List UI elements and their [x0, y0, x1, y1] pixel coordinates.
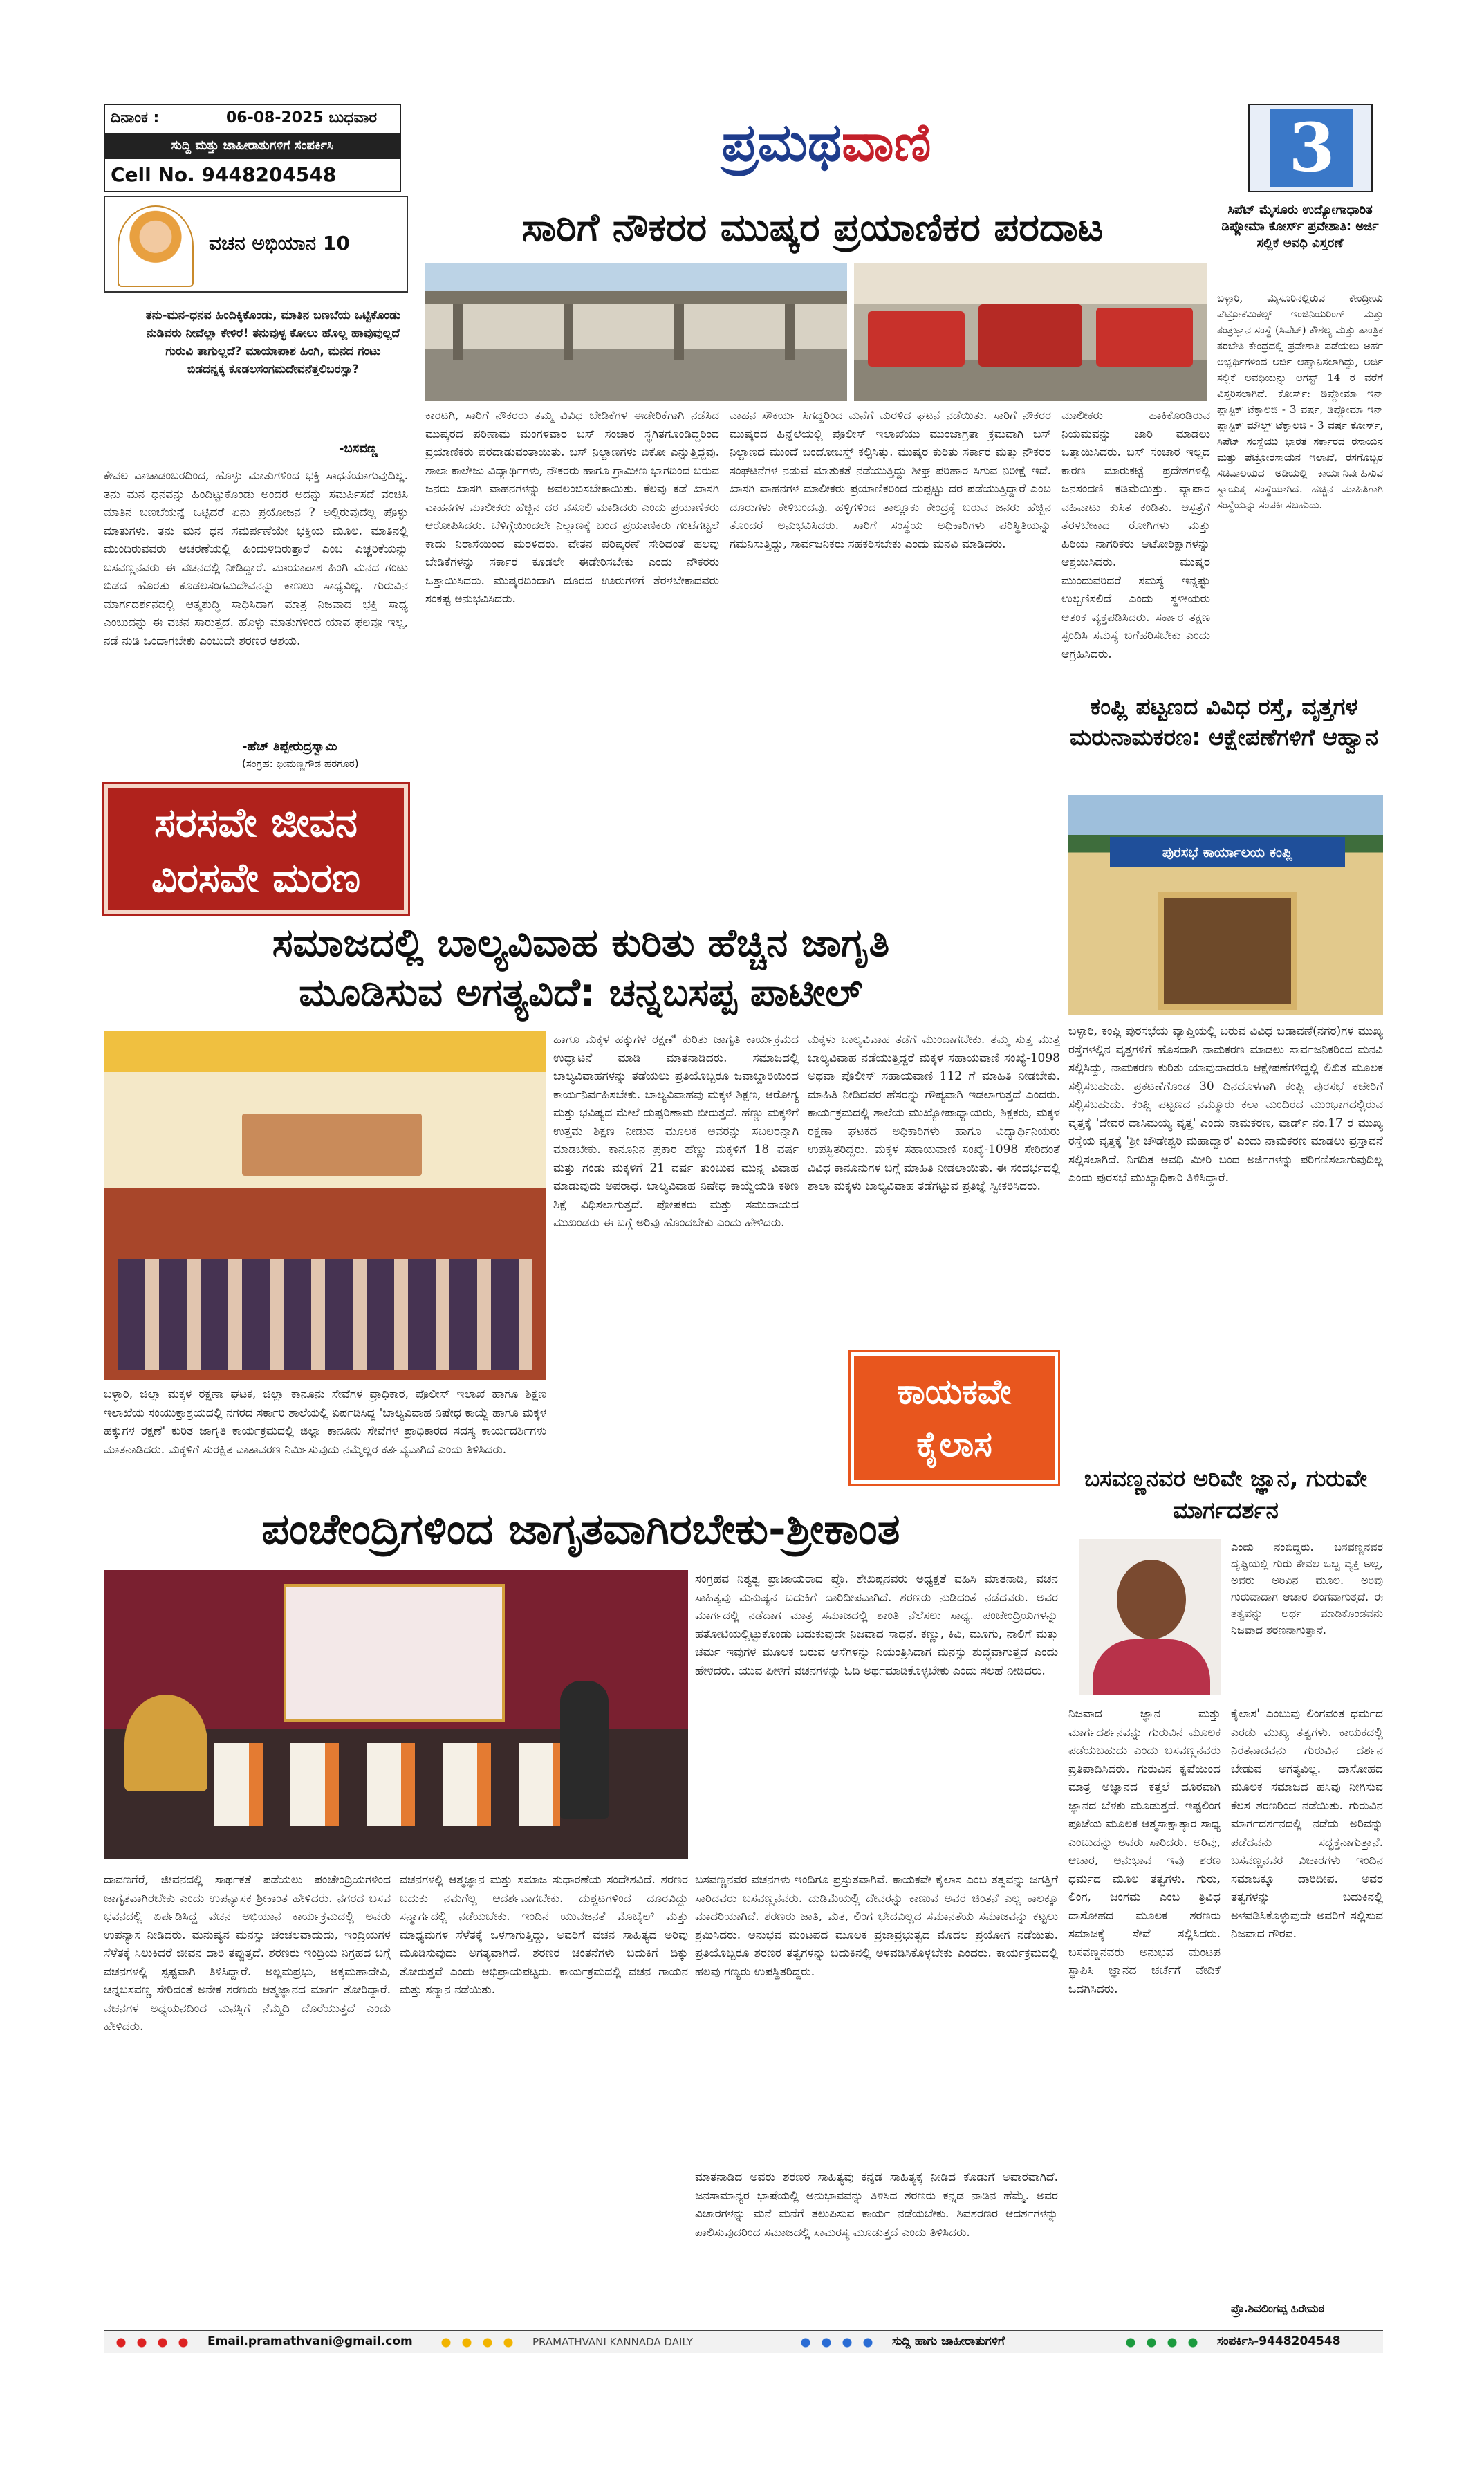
- strike-photo-1: [425, 263, 847, 401]
- childmarriage-col-1: ಹಾಗೂ ಮಕ್ಕಳ ಹಕ್ಕುಗಳ ರಕ್ಷಣೆ' ಕುರಿತು ಜಾಗೃತಿ ಕಾರ್ಯಕ್ರಮದ ಉದ್ಘಾಟನೆ ಮಾಡಿ ಮಾತನಾಡಿದರು. ಸಮಾಜದಲ್ಲಿ ಬಾಲ್ಯವಿವಾಹಗಳನ್ನು ತಡೆಯಲು ಪ್ರತಿಯೊಬ್ಬರೂ ಜವಾಬ್ದಾರಿಯಿಂದ ಕಾರ್ಯನಿರ್ವಹಿಸಬೇಕು. ಬಾಲ್ಯವಿವಾಹವು ಮಕ್ಕಳ ಶಿಕ್ಷಣ, ಆರೋಗ್ಯ ಮತ್ತು ಭವಿಷ್ಯದ ಮೇಲೆ ದುಷ್ಪರಿಣಾಮ ಬೀರುತ್ತದೆ. ಹೆಣ್ಣು ಮಕ್ಕಳಿಗೆ ಉತ್ತಮ ಶಿಕ್ಷಣ ನೀಡುವ ಮೂಲಕ ಅವರನ್ನು ಸಬಲರನ್ನಾಗಿ ಮಾಡಬೇಕು. ಕಾನೂನಿನ ಪ್ರಕಾರ ಹೆಣ್ಣು ಮಕ್ಕಳಿಗೆ 18 ವರ್ಷ ಮತ್ತು ಗಂಡು ಮಕ್ಕಳಿಗೆ 21 ವರ್ಷ ತುಂಬುವ ಮುನ್ನ ವಿವಾಹ ಮಾಡುವುದು ಅಪರಾಧ. ಬಾಲ್ಯವಿವಾಹ ನಿಷೇಧ ಕಾಯ್ದೆಯಡಿ ಕಠಿಣ ಶಿಕ್ಷೆ ವಿಧಿಸಲಾಗುತ್ತದೆ. ಪೋಷಕರು ಮತ್ತು ಸಮುದಾಯದ ಮುಖಂಡರು ಈ ಬಗ್ಗೆ ಅರಿವು ಹೊಂದಬೇಕು ಎಂದು ಹೇಳಿದರು.: [553, 1033, 799, 1230]
- senses-bottom-2: ವಚನಗಳಲ್ಲಿ ಆತ್ಮಜ್ಞಾನ ಮತ್ತು ಸಮಾಜ ಸುಧಾರಣೆಯ ಸಂದೇಶವಿದೆ. ಶರಣರ ಬದುಕು ನಮಗೆಲ್ಲ ಆದರ್ಶವಾಗಬೇಕು. ದುಶ್ಚಟಗಳಿಂದ ದೂರವಿದ್ದು ಸನ್ಮಾರ್ಗದಲ್ಲಿ ನಡೆಯಬೇಕು. ಇಂದಿನ ಯುವಜನತೆ ಮೊಬೈಲ್ ಮತ್ತು ಮಾಧ್ಯಮಗಳ ಸೆಳೆತಕ್ಕೆ ಒಳಗಾಗುತ್ತಿದ್ದು, ಅವರಿಗೆ ವಚನ ಸಾಹಿತ್ಯದ ಅರಿವು ಮೂಡಿಸುವುದು ಅಗತ್ಯವಾಗಿದೆ. ಶರಣರ ಚಿಂತನೆಗಳು ಬದುಕಿಗೆ ದಿಕ್ಕು ತೋರುತ್ತವೆ ಎಂದು ಅಭಿಪ್ರಾಯಪಟ್ಟರು. ಕಾರ್ಯಕ್ರಮದಲ್ಲಿ ವಚನ ಗಾಯನ ಮತ್ತು ಸನ್ಮಾನ ನಡೆಯಿತು.: [400, 1873, 688, 1997]
- childmarriage-bottom: ಬಳ್ಳಾರಿ, ಜಿಲ್ಲಾ ಮಕ್ಕಳ ರಕ್ಷಣಾ ಘಟಕ, ಜಿಲ್ಲಾ ಕಾನೂನು ಸೇವೆಗಳ ಪ್ರಾಧಿಕಾರ, ಪೊಲೀಸ್ ಇಲಾಖೆ ಹಾಗೂ ಶಿಕ್ಷಣ ಇಲಾಖೆಯ ಸಂಯುಕ್ತಾಶ್ರಯದಲ್ಲಿ ನಗರದ ಸರ್ಕಾರಿ ಶಾಲೆಯಲ್ಲಿ ಏರ್ಪಡಿಸಿದ್ದ 'ಬಾಲ್ಯವಿವಾಹ ನಿಷೇಧ ಕಾಯ್ದೆ ಹಾಗೂ ಮಕ್ಕಳ ಹಕ್ಕುಗಳ ರಕ್ಷಣೆ' ಕುರಿತ ಜಾಗೃತಿ ಕಾರ್ಯಕ್ರಮದಲ್ಲಿ ಜಿಲ್ಲಾ ಕಾನೂನು ಸೇವೆಗಳ ಪ್ರಾಧಿಕಾರದ ಸದಸ್ಯ ಕಾರ್ಯದರ್ಶಿಗಳು ಮಾತನಾಡಿದರು. ಮಕ್ಕಳಿಗೆ ಸುರಕ್ಷಿತ ವಾತಾವರಣ ನಿರ್ಮಿಸುವುದು ನಮ್ಮೆಲ್ಲರ ಕರ್ತವ್ಯವಾಗಿದೆ ಎಂದು ತಿಳಿಸಿದರು.: [104, 1387, 546, 1457]
- contact-banner: ಸುದ್ದಿ ಮತ್ತು ಜಾಹೀರಾತುಗಳಿಗೆ ಸಂಪರ್ಕಿಸಿ: [105, 133, 400, 159]
- vachana-body: ಕೇವಲ ವಾಚಾಡಂಬರದಿಂದ, ಹೊಳ್ಳು ಮಾತುಗಳಿಂದ ಭಕ್ತಿ ಸಾಧನೆಯಾಗುವುದಿಲ್ಲ. ತನು ಮನ ಧನವನ್ನು ಹಿಂದಿಟ್ಟುಕೊಂಡು ಅಂದರೆ ಅದನ್ನು ಸಮರ್ಪಿಸದೆ ವಂಚಿಸಿ ಮಾತಿನ ಬಣಬೆಯನ್ನೆ ಒಟ್ಟಿದರೆ ಏನು ಪ್ರಯೋಜನ ? ಅಲ್ಲಿರುವುದೆಲ್ಲ ಪೊಳ್ಳು ಮಾತುಗಳು. ತನು ಮನ ಧನ ಸಮರ್ಪಣೆಯೇ ಭಕ್ತಿಯ ಮೂಲ. ಮಾತಿನಲ್ಲಿ ಮುಂದಿರುವವರು ಆಚರಣೆಯಲ್ಲಿ ಹಿಂದುಳಿದಿರುತ್ತಾರೆ ಎಂಬ ಎಚ್ಚರಿಕೆಯನ್ನು ಬಸವಣ್ಣನವರು ಈ ವಚನದಲ್ಲಿ ನೀಡಿದ್ದಾರೆ. ಮಾಯಾಪಾಶ ಹಿಂಗಿ ಮನದ ಗಂಟು ಬಿಡದ ಹೊರತು ಕೂಡಲಸಂಗಮದೇವನನ್ನು ಕಾಣಲು ಸಾಧ್ಯವಿಲ್ಲ. ಗುರುವಿನ ಮಾರ್ಗದರ್ಶನದಲ್ಲಿ ಆತ್ಮಶುದ್ಧಿ ಸಾಧಿಸಿದಾಗ ಮಾತ್ರ ನಿಜವಾದ ಭಕ್ತಿ ಸಾಧ್ಯ ಎಂಬುದನ್ನು ಈ ವಚನ ಸಾರುತ್ತದೆ. ಹೊಳ್ಳು ಮಾತುಗಳಿಂದ ಯಾವ ಫಲವೂ ಇಲ್ಲ, ನಡೆ ನುಡಿ ಒಂದಾಗಬೇಕು ಎಂಬುದೇ ಶರಣರ ಆಶಯ.: [104, 469, 408, 648]
- childmarriage-headline-2: ಮೂಡಿಸುವ ಅಗತ್ಯವಿದೆ: ಚನ್ನಬಸಪ್ಪ ಪಾಟೀಲ್: [299, 970, 863, 1015]
- guru-col-1: ನಿಜವಾದ ಜ್ಞಾನ ಮತ್ತು ಮಾರ್ಗದರ್ಶನವನ್ನು ಗುರುವಿನ ಮೂಲಕ ಪಡೆಯಬಹುದು ಎಂದು ಬಸವಣ್ಣನವರು ಪ್ರತಿಪಾದಿಸಿದರು. ಗುರುವಿನ ಕೃಪೆಯಿಂದ ಮಾತ್ರ ಅಜ್ಞಾನದ ಕತ್ತಲೆ ದೂರವಾಗಿ ಜ್ಞಾನದ ಬೆಳಕು ಮೂಡುತ್ತದೆ. ಇಷ್ಟಲಿಂಗ ಪೂಜೆಯ ಮೂಲಕ ಆತ್ಮಸಾಕ್ಷಾತ್ಕಾರ ಸಾಧ್ಯ ಎಂಬುದನ್ನು ಅವರು ಸಾರಿದರು. ಅರಿವು, ಆಚಾರ, ಅನುಭಾವ ಇವು ಶರಣ ಧರ್ಮದ ಮೂಲ ತತ್ವಗಳು. ಗುರು, ಲಿಂಗ, ಜಂಗಮ ಎಂಬ ತ್ರಿವಿಧ ದಾಸೋಹದ ಮೂಲಕ ಶರಣರು ಸಮಾಜಕ್ಕೆ ಸೇವೆ ಸಲ್ಲಿಸಿದರು. ಬಸವಣ್ಣನವರು ಅನುಭವ ಮಂಟಪ ಸ್ಥಾಪಿಸಿ ಜ್ಞಾನದ ಚರ್ಚೆಗೆ ವೇದಿಕೆ ಒದಗಿಸಿದರು.: [1068, 1707, 1221, 1996]
- masthead: [104, 104, 1383, 192]
- footer: [104, 2330, 1383, 2353]
- banner-red-line1: ಸರಸವೇ ಜೀವನ: [154, 799, 358, 846]
- vachana-sign: -ಹೆಚ್ ತಿಪ್ಪೇರುದ್ರಸ್ವಾಮಿ: [242, 739, 337, 754]
- senses-photo: [104, 1570, 688, 1859]
- childmarriage-col-2: ಮಕ್ಕಳು ಬಾಲ್ಯವಿವಾಹ ತಡೆಗೆ ಮುಂದಾಗಬೇಕು. ತಮ್ಮ ಸುತ್ತ ಮುತ್ತ ಬಾಲ್ಯವಿವಾಹ ನಡೆಯುತ್ತಿದ್ದರೆ ಮಕ್ಕಳ ಸಹಾಯವಾಣಿ ಸಂಖ್ಯೆ-1098 ಅಥವಾ ಪೊಲೀಸ್ ಸಹಾಯವಾಣಿ 112 ಗೆ ಮಾಹಿತಿ ನೀಡಬೇಕು. ಮಾಹಿತಿ ನೀಡಿದವರ ಹೆಸರನ್ನು ಗೌಪ್ಯವಾಗಿ ಇಡಲಾಗುತ್ತದೆ ಎಂದರು. ಕಾರ್ಯಕ್ರಮದಲ್ಲಿ ಶಾಲೆಯ ಮುಖ್ಯೋಪಾಧ್ಯಾಯರು, ಶಿಕ್ಷಕರು, ಮಕ್ಕಳ ರಕ್ಷಣಾ ಘಟಕದ ಅಧಿಕಾರಿಗಳು ಹಾಗೂ ವಿದ್ಯಾರ್ಥಿನಿಯರು ಉಪಸ್ಥಿತರಿದ್ದರು. ಮಕ್ಕಳ ಸಹಾಯವಾಣಿ ಸಂಖ್ಯೆ-1098 ಸೇರಿದಂತೆ ವಿವಿಧ ಕಾನೂನುಗಳ ಬಗ್ಗೆ ಮಾಹಿತಿ ನೀಡಲಾಯಿತು. ಈ ಸಂದರ್ಭದಲ್ಲಿ ಶಾಲಾ ಮಕ್ಕಳು ಬಾಲ್ಯವಿವಾಹ ತಡೆಗಟ್ಟುವ ಪ್ರತಿಜ್ಞೆ ಸ್ವೀಕರಿಸಿದರು.: [808, 1033, 1060, 1193]
- date-value: 06-08-2025 ಬುಧವಾರ: [226, 109, 378, 127]
- guru-side: ಎಂದು ನಂಬಿದ್ದರು. ಬಸವಣ್ಣನವರ ದೃಷ್ಟಿಯಲ್ಲಿ ಗುರು ಕೇವಲ ಒಬ್ಬ ವ್ಯಕ್ತಿ ಅಲ್ಲ, ಅವರು ಅರಿವಿನ ಮೂಲ. ಅರಿವು ಗುರುವಾದಾಗ ಆಚಾರ ಲಿಂಗವಾಗುತ್ತದೆ. ಈ ತತ್ವವನ್ನು ಅರ್ಥ ಮಾಡಿಕೊಂಡವನು ನಿಜವಾದ ಶರಣನಾಗುತ್ತಾನೆ.: [1231, 1540, 1383, 1636]
- vachana-sign-note: (ಸಂಗ್ರಹ: ಭೀಮಣ್ಣಗೌಡ ಹರಗೂರ): [242, 757, 359, 770]
- senses-col-2: ಬಸವಣ್ಣನವರ ವಚನಗಳು ಇಂದಿಗೂ ಪ್ರಸ್ತುತವಾಗಿವೆ. ಕಾಯಕವೇ ಕೈಲಾಸ ಎಂಬ ತತ್ವವನ್ನು ಜಗತ್ತಿಗೆ ಸಾರಿದವರು ಬಸವಣ್ಣನವರು. ದುಡಿಮೆಯಲ್ಲಿ ದೇವರನ್ನು ಕಾಣುವ ಅವರ ಚಿಂತನೆ ಎಲ್ಲ ಕಾಲಕ್ಕೂ ಮಾದರಿಯಾಗಿದೆ. ಶರಣರು ಜಾತಿ, ಮತ, ಲಿಂಗ ಭೇದವಿಲ್ಲದ ಸಮಾನತೆಯ ಸಮಾಜವನ್ನು ಕಟ್ಟಲು ಶ್ರಮಿಸಿದರು. ಅನುಭವ ಮಂಟಪದ ಮೂಲಕ ಪ್ರಜಾಪ್ರಭುತ್ವದ ಮೊದಲ ಪ್ರಯೋಗ ನಡೆಯಿತು. ಪ್ರತಿಯೊಬ್ಬರೂ ಶರಣರ ತತ್ವಗಳನ್ನು ಬದುಕಿನಲ್ಲಿ ಅಳವಡಿಸಿಕೊಳ್ಳಬೇಕು ಎಂದರು. ಕಾರ್ಯಕ್ರಮದಲ್ಲಿ ಹಲವು ಗಣ್ಯರು ಉಪಸ್ಥಿತರಿದ್ದರು.: [695, 1873, 1058, 1979]
- footer-tagline: PRAMATHVANI KANNADA DAILY: [532, 2336, 693, 2348]
- senses-bottom-1: ದಾವಣಗೆರೆ, ಜೀವನದಲ್ಲಿ ಸಾರ್ಥಕತೆ ಪಡೆಯಲು ಪಂಚೇಂದ್ರಿಯಗಳಿಂದ ಜಾಗೃತವಾಗಿರಬೇಕು ಎಂದು ಉಪನ್ಯಾಸಕ ಶ್ರೀಕಾಂತ ಹೇಳಿದರು. ನಗರದ ಬಸವ ಭವನದಲ್ಲಿ ಏರ್ಪಡಿಸಿದ್ದ ವಚನ ಅಭಿಯಾನ ಕಾರ್ಯಕ್ರಮದಲ್ಲಿ ಅವರು ಉಪನ್ಯಾಸ ನೀಡಿದರು. ಮನುಷ್ಯನ ಮನಸ್ಸು ಚಂಚಲವಾದುದು, ಇಂದ್ರಿಯಗಳ ಸೆಳೆತಕ್ಕೆ ಸಿಲುಕಿದರೆ ಜೀವನ ದಾರಿ ತಪ್ಪುತ್ತದೆ. ಶರಣರು ಇಂದ್ರಿಯ ನಿಗ್ರಹದ ಬಗ್ಗೆ ವಚನಗಳಲ್ಲಿ ಸ್ಪಷ್ಟವಾಗಿ ತಿಳಿಸಿದ್ದಾರೆ. ಅಲ್ಲಮಪ್ರಭು, ಅಕ್ಕಮಹಾದೇವಿ, ಚನ್ನಬಸವಣ್ಣ ಸೇರಿದಂತೆ ಅನೇಕ ಶರಣರು ಆತ್ಮಜ್ಞಾನದ ಮಾರ್ಗ ತೋರಿದ್ದಾರೆ. ವಚನಗಳ ಅಧ್ಯಯನದಿಂದ ಮನಸ್ಸಿಗೆ ನೆಮ್ಮದಿ ದೊರೆಯುತ್ತದೆ ಎಂದು ಹೇಳಿದರು.: [104, 1873, 391, 2034]
- footer-contact: ಸಂಪರ್ಕಿಸಿ-9448204548: [1217, 2334, 1341, 2348]
- guru-author-photo: [1079, 1539, 1221, 1695]
- kampli-body: ಬಳ್ಳಾರಿ, ಕಂಪ್ಲಿ ಪುರಸಭೆಯ ವ್ಯಾಪ್ತಿಯಲ್ಲಿ ಬರುವ ವಿವಿಧ ಬಡಾವಣೆ(ನಗರ)ಗಳ ಮುಖ್ಯ ರಸ್ತೆಗಳಲ್ಲಿನ ವೃತ್ತಗಳಿಗೆ ಹೊಸದಾಗಿ ನಾಮಕರಣ ಮಾಡಲು ಸಾರ್ವಜನಿಕರಿಂದ ಮನವಿ ಸಲ್ಲಿಸಿದ್ದು, ನಾಮಕರಣ ಕುರಿತು ಯಾವುದಾದರೂ ಆಕ್ಷೇಪಣೆಗಳಿದ್ದಲ್ಲಿ ಲಿಖಿತ ಮೂಲಕ ಸಲ್ಲಿಸಬಹುದು. ಪ್ರಕಟಣೆಗೊಂಡ 30 ದಿನದೊಳಗಾಗಿ ಕಂಪ್ಲಿ ಪುರಸಭೆ ಕಚೇರಿಗೆ ಸಲ್ಲಿಸಬಹುದು. ಕಂಪ್ಲಿ ಪಟ್ಟಣದ ನಮ್ಮೂರು ಕಲಾ ಮಂದಿರದ ಮುಂಭಾಗದಲ್ಲಿರುವ ವೃತ್ತಕ್ಕೆ 'ದೇವರ ದಾಸಿಮಯ್ಯ ವೃತ್ತ' ಎಂದು ನಾಮಕರಣ, ವಾರ್ಡ್ ನಂ.17 ರ ಮುಖ್ಯ ರಸ್ತೆಯ ವೃತ್ತಕ್ಕೆ 'ಶ್ರೀ ಚೌಡೇಶ್ವರಿ ಮಹಾದ್ವಾರ' ಎಂದು ನಾಮಕರಣ ಮಾಡಲು ಪ್ರಸ್ತಾವನೆ ಸಲ್ಲಿಸಲಾಗಿದೆ. ನಿಗದಿತ ಅವಧಿ ಮೀರಿ ಬಂದ ಅರ್ಜಿಗಳನ್ನು ಪರಿಗಣಿಸಲಾಗುವುದಿಲ್ಲ ಎಂದು ಪುರಸಭೆ ಮುಖ್ಯಾಧಿಕಾರಿ ತಿಳಿಸಿದ್ದಾರೆ.: [1068, 1024, 1383, 1185]
- footer-ads: ಸುದ್ದಿ ಹಾಗು ಜಾಹೀರಾತುಗಳಿಗೆ: [892, 2334, 1005, 2348]
- footer-dots-1: [111, 2336, 194, 2349]
- quote-author: -ಬಸವಣ್ಣ: [339, 441, 378, 456]
- banner-red: [104, 784, 408, 914]
- basavanna-portrait-icon: [118, 205, 194, 287]
- vachana-column: [104, 196, 408, 777]
- date-label: ದಿನಾಂಕ :: [111, 109, 160, 127]
- date-box: [104, 104, 401, 192]
- guru-col-2: ಕೈಲಾಸ' ಎಂಬುವು ಲಿಂಗವಂತ ಧರ್ಮದ ಎರಡು ಮುಖ್ಯ ತತ್ವಗಳು. ಕಾಯಕದಲ್ಲಿ ನಿರತನಾದವನು ಗುರುವಿನ ದರ್ಶನ ಬೇಡುವ ಅಗತ್ಯವಿಲ್ಲ. ದಾಸೋಹದ ಮೂಲಕ ಸಮಾಜದ ಹಸಿವು ನೀಗಿಸುವ ಕೆಲಸ ಶರಣರಿಂದ ನಡೆಯಿತು. ಗುರುವಿನ ಮಾರ್ಗದರ್ಶನದಲ್ಲಿ ನಡೆದು ಅರಿವನ್ನು ಪಡೆದವನು ಸದ್ಭಕ್ತನಾಗುತ್ತಾನೆ. ಬಸವಣ್ಣನವರ ವಿಚಾರಗಳು ಇಂದಿನ ಸಮಾಜಕ್ಕೂ ದಾರಿದೀಪ. ಅವರ ತತ್ವಗಳನ್ನು ಬದುಕಿನಲ್ಲಿ ಅಳವಡಿಸಿಕೊಳ್ಳುವುದೇ ಅವರಿಗೆ ಸಲ್ಲಿಸುವ ನಿಜವಾದ ಗೌರವ.: [1231, 1707, 1383, 1941]
- diploma-headline: ಸಿಪೆಟ್ ಮೈಸೂರು ಉದ್ಯೋಗಾಧಾರಿತ ಡಿಪ್ಲೋಮಾ ಕೋರ್ಸ್ ಪ್ರವೇಶಾತಿ: ಅರ್ಜಿ ಸಲ್ಲಿಕೆ ಅವಧಿ ವಿಸ್ತರಣೆ: [1221, 203, 1379, 250]
- strike-col-1: ಕಾರಟಗಿ, ಸಾರಿಗೆ ನೌಕರರು ತಮ್ಮ ವಿವಿಧ ಬೇಡಿಕೆಗಳ ಈಡೇರಿಕೆಗಾಗಿ ನಡೆಸಿದ ಮುಷ್ಕರದ ಪರಿಣಾಮ ಮಂಗಳವಾರ ಬಸ್ ಸಂಚಾರ ಸ್ಥಗಿತಗೊಂಡಿದ್ದರಿಂದ ಪ್ರಯಾಣಿಕರು ಪರದಾಡುವಂತಾಯಿತು. ಬಸ್ ನಿಲ್ದಾಣಗಳು ಬಿಕೋ ಎನ್ನುತ್ತಿದ್ದವು. ಶಾಲಾ ಕಾಲೇಜು ವಿದ್ಯಾರ್ಥಿಗಳು, ನೌಕರರು ಹಾಗೂ ಗ್ರಾಮೀಣ ಭಾಗದಿಂದ ಬರುವ ಜನರು ಖಾಸಗಿ ವಾಹನಗಳನ್ನು ಅವಲಂಬಿಸಬೇಕಾಯಿತು. ಕೆಲವು ಕಡೆ ಖಾಸಗಿ ವಾಹನಗಳ ಮಾಲೀಕರು ಹೆಚ್ಚಿನ ದರ ವಸೂಲಿ ಮಾಡಿದರು ಎಂದು ಪ್ರಯಾಣಿಕರು ಆರೋಪಿಸಿದರು. ಬೆಳಿಗ್ಗೆಯಿಂದಲೇ ನಿಲ್ದಾಣಕ್ಕೆ ಬಂದ ಪ್ರಯಾಣಿಕರು ಗಂಟೆಗಟ್ಟಲೆ ಕಾದು ನಿರಾಸೆಯಿಂದ ಮರಳಿದರು. ವೇತನ ಪರಿಷ್ಕರಣೆ ಸೇರಿದಂತೆ ಹಲವು ಬೇಡಿಕೆಗಳನ್ನು ಸರ್ಕಾರ ಕೂಡಲೇ ಈಡೇರಿಸಬೇಕು ಎಂದು ನೌಕರರು ಒತ್ತಾಯಿಸಿದರು. ಮುಷ್ಕರದಿಂದಾಗಿ ದೂರದ ಊರುಗಳಿಗೆ ತೆರಳಬೇಕಾದವರು ಸಂಕಷ್ಟ ಅನುಭವಿಸಿದರು.: [425, 409, 719, 606]
- strike-col-2: ವಾಹನ ಸೌಕರ್ಯ ಸಿಗದ್ದರಿಂದ ಮನೆಗೆ ಮರಳಿದ ಘಟನೆ ನಡೆಯಿತು. ಸಾರಿಗೆ ನೌಕರರ ಮುಷ್ಕರದ ಹಿನ್ನೆಲೆಯಲ್ಲಿ ಪೊಲೀಸ್ ಇಲಾಖೆಯು ಮುಂಜಾಗ್ರತಾ ಕ್ರಮವಾಗಿ ಬಸ್ ನಿಲ್ದಾಣದ ಮುಂದೆ ಬಂದೋಬಸ್ತ್ ಕಲ್ಪಿಸಿತ್ತು. ಮುಷ್ಕರ ಕುರಿತು ಸರ್ಕಾರ ಮತ್ತು ನೌಕರರ ಸಂಘಟನೆಗಳ ನಡುವೆ ಮಾತುಕತೆ ನಡೆಯುತ್ತಿದ್ದು ಶೀಘ್ರ ಪರಿಹಾರ ಸಿಗುವ ನಿರೀಕ್ಷೆ ಇದೆ. ಖಾಸಗಿ ವಾಹನಗಳ ಮಾಲೀಕರು ಪ್ರಯಾಣಿಕರಿಂದ ದುಪ್ಪಟ್ಟು ದರ ಪಡೆಯುತ್ತಿದ್ದಾರೆ ಎಂಬ ದೂರುಗಳು ಕೇಳಿಬಂದವು. ಹಳ್ಳಿಗಳಿಂದ ತಾಲ್ಲೂಕು ಕೇಂದ್ರಕ್ಕೆ ಬರುವ ಜನರು ಹೆಚ್ಚಿನ ತೊಂದರೆ ಅನುಭವಿಸಿದರು. ಸಾರಿಗೆ ಸಂಸ್ಥೆಯ ಅಧಿಕಾರಿಗಳು ಪರಿಸ್ಥಿತಿಯನ್ನು ಗಮನಿಸುತ್ತಿದ್ದು, ಸಾರ್ವಜನಿಕರು ಸಹಕರಿಸಬೇಕು ಎಂದು ಮನವಿ ಮಾಡಿದರು.: [730, 409, 1051, 551]
- banner-orange-line2: ಕೈಲಾಸ: [916, 1424, 992, 1464]
- logo-part2: ವಾಣಿ: [842, 111, 931, 173]
- strike-photo-2: [854, 263, 1207, 401]
- banner-red-line2: ವಿರಸವೇ ಮರಣ: [151, 854, 361, 901]
- senses-bottom-3: ಮಾತನಾಡಿದ ಅವರು ಶರಣರ ಸಾಹಿತ್ಯವು ಕನ್ನಡ ಸಾಹಿತ್ಯಕ್ಕೆ ನೀಡಿದ ಕೊಡುಗೆ ಅಪಾರವಾಗಿದೆ. ಜನಸಾಮಾನ್ಯರ ಭಾಷೆಯಲ್ಲಿ ಅನುಭಾವವನ್ನು ತಿಳಿಸಿದ ಶರಣರು ಕನ್ನಡ ನಾಡಿನ ಹೆಮ್ಮೆ. ಅವರ ವಿಚಾರಗಳನ್ನು ಮನೆ ಮನೆಗೆ ತಲುಪಿಸುವ ಕಾರ್ಯ ನಡೆಯಬೇಕು. ಶಿವಶರಣರ ಆದರ್ಶಗಳನ್ನು ಪಾಲಿಸುವುದರಿಂದ ಸಮಾಜದಲ್ಲಿ ಸಾಮರಸ್ಯ ಮೂಡುತ್ತದೆ ಎಂದು ತಿಳಿಸಿದರು.: [695, 2170, 1058, 2240]
- cell-number: Cell No. 9448204548: [111, 163, 337, 186]
- senses-headline: ಪಂಚೇಂದ್ರಿಗಳಿಂದ ಜಾಗೃತವಾಗಿರಬೇಕು-ಶ್ರೀಕಾಂತ: [261, 1504, 900, 1554]
- footer-dots-3: [795, 2336, 878, 2349]
- footer-dots-2: [436, 2336, 519, 2349]
- kampli-sign: ಪುರಸಭೆ ಕಾರ್ಯಾಲಯ ಕಂಪ್ಲಿ: [1110, 837, 1345, 867]
- page-number: 3: [1270, 109, 1353, 187]
- childmarriage-photo: [104, 1031, 546, 1380]
- footer-dots-4: [1120, 2336, 1203, 2349]
- banner-orange-line1: ಕಾಯಕವೇ: [897, 1372, 1012, 1412]
- guru-headline: ಬಸವಣ್ಣನವರ ಅರಿವೇ ಜ್ಞಾನ, ಗುರುವೇ ಮಾರ್ಗದರ್ಶನ: [1084, 1465, 1368, 1524]
- senses-col-1: ಸಂಗ್ರಹವ ನಿತ್ಯತ್ವ ಪ್ರಾಜಾಯರಾದ ಪ್ರೊ. ಶೇಖಪ್ಪನವರು ಅಧ್ಯಕ್ಷತೆ ವಹಿಸಿ ಮಾತನಾಡಿ, ವಚನ ಸಾಹಿತ್ಯವು ಮನುಷ್ಯನ ಬದುಕಿಗೆ ದಾರಿದೀಪವಾಗಿದೆ. ಶರಣರು ನುಡಿದಂತೆ ನಡೆದವರು. ಅವರ ಮಾರ್ಗದಲ್ಲಿ ನಡೆದಾಗ ಮಾತ್ರ ಸಮಾಜದಲ್ಲಿ ಶಾಂತಿ ನೆಲೆಸಲು ಸಾಧ್ಯ. ಪಂಚೇಂದ್ರಿಯಗಳನ್ನು ಹತೋಟಿಯಲ್ಲಿಟ್ಟುಕೊಂಡು ಬದುಕುವುದೇ ನಿಜವಾದ ಸಾಧನೆ. ಕಣ್ಣು, ಕಿವಿ, ಮೂಗು, ನಾಲಿಗೆ ಮತ್ತು ಚರ್ಮ ಇವುಗಳ ಮೂಲಕ ಬರುವ ಆಸೆಗಳನ್ನು ನಿಯಂತ್ರಿಸಿದಾಗ ಮನಸ್ಸು ಶುದ್ಧವಾಗುತ್ತದೆ ಎಂದು ಹೇಳಿದರು. ಯುವ ಪೀಳಿಗೆ ವಚನಗಳನ್ನು ಓದಿ ಅರ್ಥಮಾಡಿಕೊಳ್ಳಬೇಕು ಎಂದು ಸಲಹೆ ನೀಡಿದರು.: [695, 1572, 1058, 1678]
- childmarriage-headline-1: ಸಮಾಜದಲ್ಲಿ ಬಾಲ್ಯವಿವಾಹ ಕುರಿತು ಹೆಚ್ಚಿನ ಜಾಗೃತಿ: [272, 921, 890, 966]
- vachana-header: [104, 196, 408, 293]
- logo-part1: ಪ್ರಮಥ: [721, 111, 842, 173]
- paper-logo: [602, 108, 1051, 184]
- guru-sign: ಪ್ರೊ.ಶಿವಲಿಂಗಪ್ಪ ಹಿರೇಮಠ: [1231, 2302, 1325, 2315]
- strike-headline: ಸಾರಿಗೆ ನೌಕರರ ಮುಷ್ಕರ ಪ್ರಯಾಣಿಕರ ಪರದಾಟ: [521, 205, 1104, 250]
- vachana-title: ವಚನ ಅಭಿಯಾನ 10: [209, 232, 350, 255]
- page-number-box: [1248, 104, 1373, 192]
- kampli-photo: [1068, 795, 1383, 1015]
- banner-orange: [851, 1352, 1058, 1484]
- diploma-body: ಬಳ್ಳಾರಿ, ಮೈಸೂರಿನಲ್ಲಿರುವ ಕೇಂದ್ರೀಯ ಪೆಟ್ರೋಕೆಮಿಕಲ್ಸ್ ಇಂಜಿನಿಯರಿಂಗ್ ಮತ್ತು ತಂತ್ರಜ್ಞಾನ ಸಂಸ್ಥೆ (ಸಿಪೆಟ್) ಕೌಶಲ್ಯ ಮತ್ತು ತಾಂತ್ರಿಕ ತರಬೇತಿ ಕೇಂದ್ರದಲ್ಲಿ ಪ್ರವೇಶಾತಿ ಪಡೆಯಲು ಅರ್ಹ ಅಭ್ಯರ್ಥಿಗಳಿಂದ ಅರ್ಜಿ ಆಹ್ವಾನಿಸಲಾಗಿದ್ದು, ಅರ್ಜಿ ಸಲ್ಲಿಕೆ ಅವಧಿಯನ್ನು ಆಗಸ್ಟ್ 14 ರ ವರೆಗೆ ವಿಸ್ತರಿಸಲಾಗಿದೆ. ಕೋರ್ಸ್: ಡಿಪ್ಲೋಮಾ ಇನ್ ಪ್ಲಾಸ್ಟಿಕ್ ಟೆಕ್ನಾಲಜಿ - 3 ವರ್ಷ, ಡಿಪ್ಲೋಮಾ ಇನ್ ಪ್ಲಾಸ್ಟಿಕ್ ಮೌಲ್ಡ್ ಟೆಕ್ನಾಲಜಿ - 3 ವರ್ಷ ಕೋರ್ಸ್, ಸಿಪೆಟ್ ಸಂಸ್ಥೆಯು ಭಾರತ ಸರ್ಕಾರದ ರಸಾಯನ ಮತ್ತು ಪೆಟ್ರೋರಸಾಯನ ಇಲಾಖೆ, ರಸಗೊಬ್ಬರ ಸಚಿವಾಲಯದ ಅಡಿಯಲ್ಲಿ ಕಾರ್ಯನಿರ್ವಹಿಸುವ ಸ್ವಾಯತ್ತ ಸಂಸ್ಥೆಯಾಗಿದೆ. ಹೆಚ್ಚಿನ ಮಾಹಿತಿಗಾಗಿ ಸಂಸ್ಥೆಯನ್ನು ಸಂಪರ್ಕಿಸಬಹುದು.: [1217, 292, 1383, 511]
- vachana-quote: ತನು-ಮನ-ಧನವ ಹಿಂದಿಕ್ಕಿಕೊಂಡು, ಮಾತಿನ ಬಣಬೆಯ ಒಟ್ಟಿಕೊಂಡು ನುಡಿವರು ನೀವೆಲ್ಲಾ ಕೇಳಿರೆ! ತನುವುಳ್ಳ ಕೋಲು ಹೊಲ್ಲ ಹಾವುವುಲ್ಲದೆ ಗುರುವಿ ತಾಗುಲ್ಲದೆ? ಮಾಯಾಪಾಶ ಹಿಂಗಿ, ಮನದ ಗಂಟು ಬಿಡದನ್ನಕ್ಕ ಕೂಡಲಸಂಗಮದೇವನೆತ್ತಲಿಬರಸ್ಸಾ?: [145, 308, 401, 376]
- kampli-headline: ಕಂಪ್ಲಿ ಪಟ್ಟಣದ ವಿವಿಧ ರಸ್ತೆ, ವೃತ್ತಗಳ ಮರುನಾಮಕರಣ: ಆಕ್ಷೇಪಣೆಗಳಿಗೆ ಆಹ್ವಾನ: [1070, 693, 1378, 750]
- footer-email: Email.pramathvani@gmail.com: [207, 2334, 413, 2348]
- strike-col-3: ಮಾಲೀಕರು ಹಾಕಿಕೊಂಡಿರುವ ನಿಯಮವನ್ನು ಜಾರಿ ಮಾಡಲು ಒತ್ತಾಯಿಸಿದರು. ಬಸ್ ಸಂಚಾರ ಇಲ್ಲದ ಕಾರಣ ಮಾರುಕಟ್ಟೆ ಪ್ರದೇಶಗಳಲ್ಲಿ ಜನಸಂದಣಿ ಕಡಿಮೆಯಿತ್ತು. ವ್ಯಾಪಾರ ವಹಿವಾಟು ಕುಸಿತ ಕಂಡಿತು. ಆಸ್ಪತ್ರೆಗೆ ತೆರಳಬೇಕಾದ ರೋಗಿಗಳು ಮತ್ತು ಹಿರಿಯ ನಾಗರಿಕರು ಆಟೋರಿಕ್ಷಾಗಳನ್ನು ಆಶ್ರಯಿಸಿದರು. ಮುಷ್ಕರ ಮುಂದುವರಿದರೆ ಸಮಸ್ಯೆ ಇನ್ನಷ್ಟು ಉಲ್ಬಣಿಸಲಿದೆ ಎಂದು ಸ್ಥಳೀಯರು ಆತಂಕ ವ್ಯಕ್ತಪಡಿಸಿದರು. ಸರ್ಕಾರ ತಕ್ಷಣ ಸ್ಪಂದಿಸಿ ಸಮಸ್ಯೆ ಬಗೆಹರಿಸಬೇಕು ಎಂದು ಆಗ್ರಹಿಸಿದರು.: [1061, 409, 1210, 661]
